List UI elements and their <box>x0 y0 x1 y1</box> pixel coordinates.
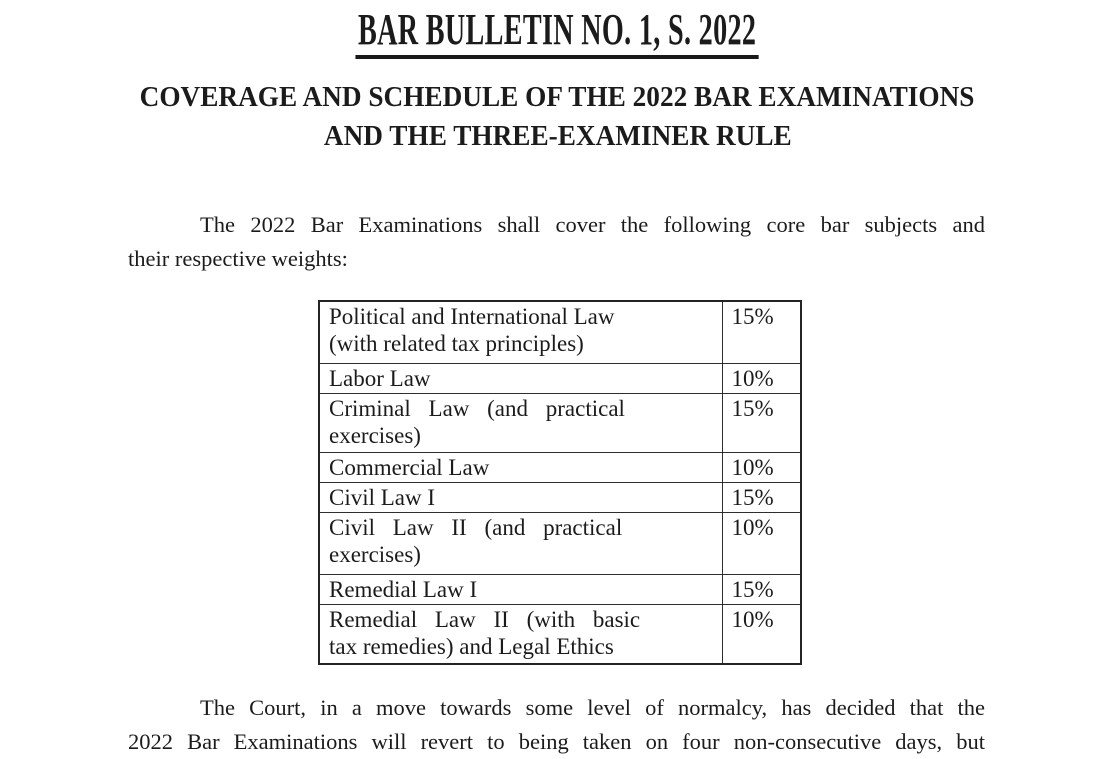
subject-line: Remedial Law II (with basic <box>329 607 641 632</box>
subject-cell <box>319 364 722 394</box>
subject-cell <box>319 575 722 605</box>
weight-cell: 10% <box>722 513 801 575</box>
subtitle-line-1: COVERAGE AND SCHEDULE OF THE 2022 BAR EXAMINATIONS <box>140 81 975 113</box>
subjects-weights-table <box>318 300 802 665</box>
subject-line: exercises) <box>329 423 421 448</box>
document-body <box>0 208 1115 759</box>
weight-cell: 15% <box>722 575 801 605</box>
table-row <box>319 364 801 394</box>
subject-line: Civil Law II (and practical <box>329 515 623 540</box>
intro-paragraph-line-2: their respective weights: <box>128 246 348 271</box>
closing-paragraph <box>128 691 985 759</box>
table-row <box>319 394 801 453</box>
weight-cell: 15% <box>722 301 801 364</box>
weight-cell: 10% <box>722 364 801 394</box>
intro-paragraph <box>128 208 985 276</box>
table-row <box>319 453 801 483</box>
subject-cell <box>319 483 722 513</box>
document-subtitle <box>0 80 1115 158</box>
subject-cell <box>319 453 722 483</box>
subject-line: Civil Law I <box>329 485 436 510</box>
subject-line: Commercial Law <box>329 455 490 480</box>
closing-paragraph-line-1: The Court, in a move towards some level of normalcy, has decided that the <box>200 695 985 720</box>
table-row <box>319 605 801 665</box>
subject-cell <box>319 605 722 665</box>
table-row <box>319 301 801 364</box>
weight-cell: 10% <box>722 605 801 665</box>
subject-cell <box>319 513 722 575</box>
weight-cell: 15% <box>722 483 801 513</box>
weight-cell: 10% <box>722 453 801 483</box>
subject-line: Remedial Law I <box>329 577 478 602</box>
table-row <box>319 575 801 605</box>
closing-paragraph-line-2: 2022 Bar Examinations will revert to being taken on four non-consecutive days, but <box>128 729 985 754</box>
document-title-block <box>0 6 1115 64</box>
subject-cell <box>319 394 722 453</box>
subject-line: Labor Law <box>329 366 431 391</box>
subject-line: tax remedies) and Legal Ethics <box>329 634 614 659</box>
subject-line: Political and International Law <box>329 304 615 329</box>
table-row <box>319 483 801 513</box>
subject-line: (with related tax principles) <box>329 331 584 356</box>
subject-line: exercises) <box>329 542 421 567</box>
subject-line: Criminal Law (and practical <box>329 396 625 421</box>
intro-paragraph-line-1: The 2022 Bar Examinations shall cover the following core bar subjects and <box>200 212 985 237</box>
subject-cell <box>319 301 722 364</box>
subtitle-line-2: AND THE THREE-EXAMINER RULE <box>323 120 792 152</box>
weight-cell: 15% <box>722 394 801 453</box>
table-row <box>319 513 801 575</box>
document-title: BAR BULLETIN NO. 1, S. 2022 <box>356 6 759 59</box>
